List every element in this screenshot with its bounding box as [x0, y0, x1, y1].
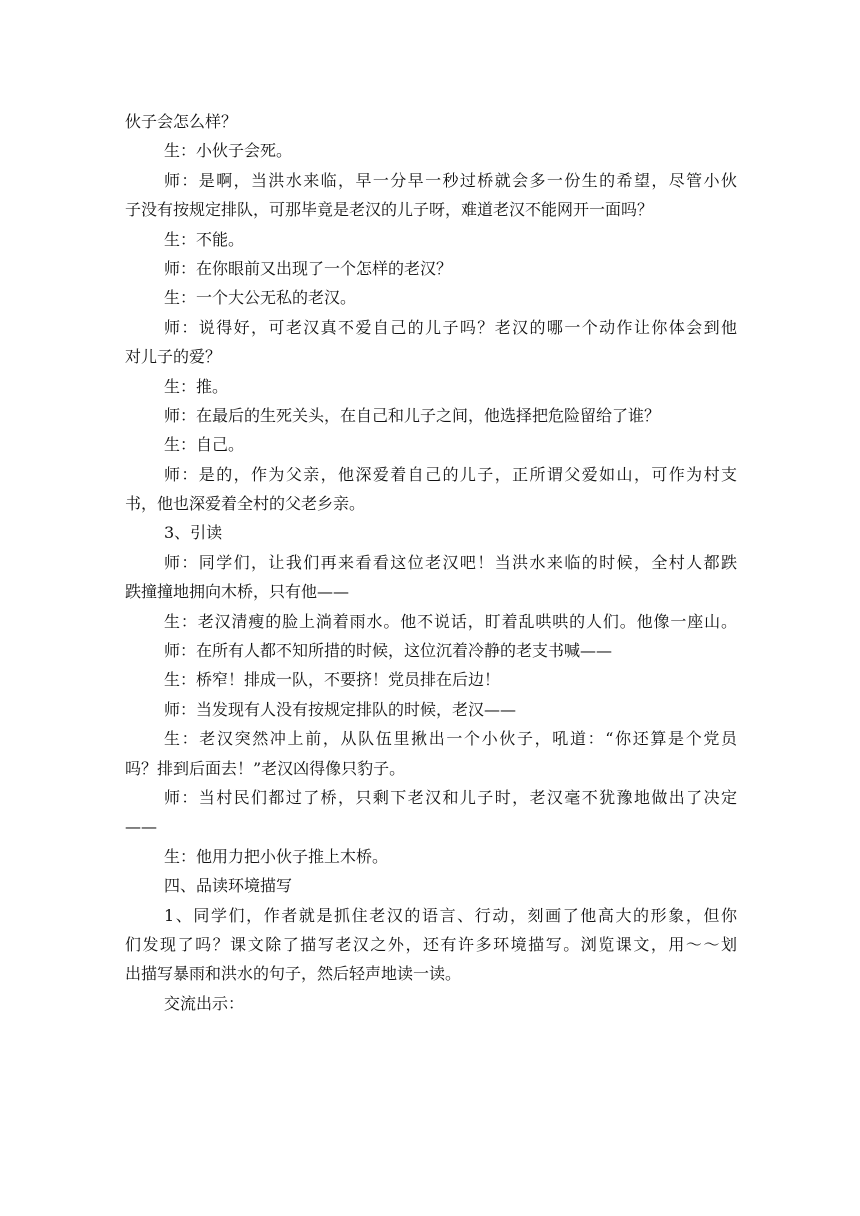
text-line: 生：一个大公无私的老汉。 — [164, 288, 357, 308]
text-line: 书，他也深爱着全村的父老乡亲。 — [125, 494, 366, 514]
text-line: 伙子会怎么样？ — [125, 112, 238, 131]
text-line: 师：同学们，让我们再来看看这位老汉吧！当洪水来临的时候，全村人都跌 — [164, 552, 737, 572]
document-body — [125, 107, 737, 1018]
text-line: 们发现了吗？课文除了描写老汉之外，还有许多环境描写。浏览课文，用～～划 — [125, 934, 737, 954]
text-line: 师：是啊，当洪水来临，早一分早一秒过桥就会多一份生的希望，尽管小伙 — [164, 170, 737, 190]
text-line: 生：老汉清瘦的脸上淌着雨水。他不说话，盯着乱哄哄的人们。他像一座山。 — [164, 611, 737, 631]
text-line: 1、同学们，作者就是抓住老汉的语言、行动，刻画了他高大的形象，但你 — [164, 905, 737, 925]
text-line: 对儿子的爱？ — [125, 347, 222, 367]
text-line: 师：是的，作为父亲，他深爱着自己的儿子，正所谓父爱如山，可作为村支 — [164, 464, 737, 484]
text-line: 吗？排到后面去！”老汉凶得像只豹子。 — [125, 758, 406, 778]
text-line: 生：不能。 — [164, 229, 245, 249]
text-line: 师：当发现有人没有按规定排队的时候，老汉—— — [164, 699, 517, 719]
text-line: 四、品读环境描写 — [164, 876, 293, 896]
text-line: 出描写暴雨和洪水的句子，然后轻声地读一读。 — [125, 964, 462, 984]
text-line: 生：老汉突然冲上前，从队伍里揪出一个小伙子，吼道：“你还算是个党员 — [164, 729, 737, 749]
text-line: 生：他用力把小伙子推上木桥。 — [164, 846, 389, 866]
text-line: 师：在你眼前又出现了一个怎样的老汉？ — [164, 258, 453, 278]
text-line: 生：自己。 — [164, 435, 245, 455]
text-line: 师：在最后的生死关头，在自己和儿子之间，他选择把危险留给了谁？ — [164, 405, 661, 425]
text-line: 生：小伙子会死。 — [164, 141, 293, 161]
text-line: —— — [125, 817, 157, 837]
text-line: 交流出示： — [164, 993, 245, 1013]
text-line: 跌撞撞地拥向木桥，只有他—— — [125, 582, 350, 602]
text-line: 师：说得好，可老汉真不爱自己的儿子吗？老汉的哪一个动作让你体会到他 — [164, 317, 737, 337]
text-line: 生：桥窄！排成一队，不要挤！党员排在后边！ — [164, 670, 501, 690]
text-line: 3、引读 — [164, 523, 223, 543]
text-line: 生：推。 — [164, 376, 229, 396]
text-line: 师：当村民们都过了桥，只剩下老汉和儿子时，老汉毫不犹豫地做出了决定 — [164, 787, 737, 807]
text-line: 子没有按规定排队，可那毕竟是老汉的儿子呀，难道老汉不能网开一面吗？ — [125, 200, 654, 220]
text-line: 师：在所有人都不知所措的时候，这位沉着冷静的老支书喊—— — [164, 641, 613, 661]
